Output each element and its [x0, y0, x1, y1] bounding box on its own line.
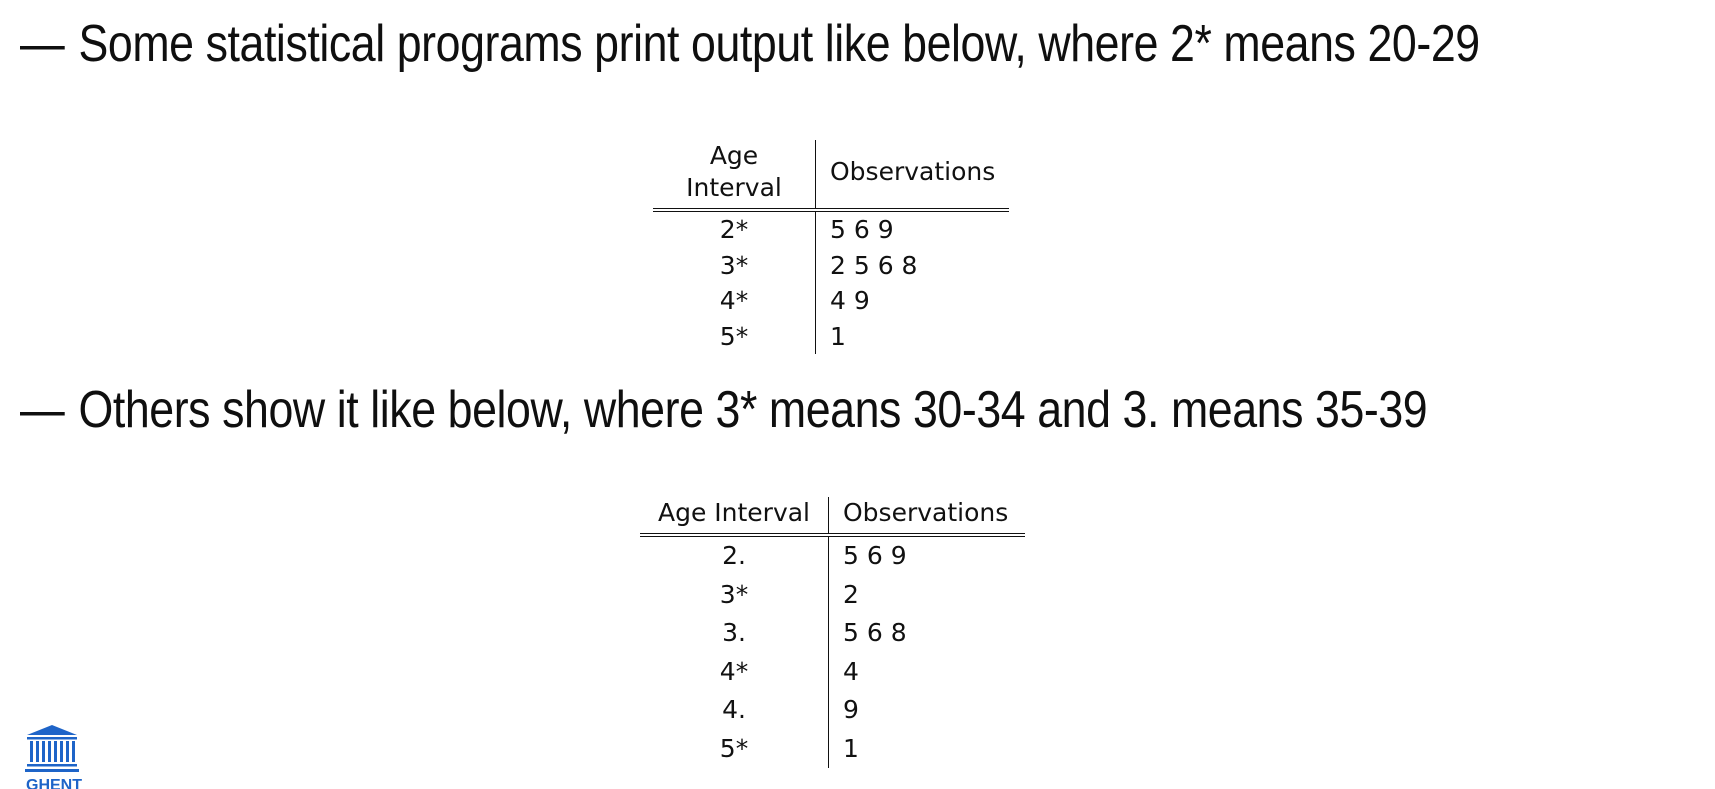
- leaf-cell: 2 5 6 8: [830, 250, 918, 280]
- header-age-interval: Age Interval: [640, 497, 829, 535]
- stem-cell: 2.: [640, 535, 829, 576]
- table-row: [653, 283, 1009, 319]
- header-observations: Observations: [816, 140, 1010, 210]
- stem-table-1: [653, 140, 1009, 354]
- leaf-cell: 5 6 9: [830, 215, 894, 244]
- stem-cell: 5*: [640, 730, 829, 769]
- bullet-item-2: [20, 364, 1465, 456]
- leaf-cell: 4: [843, 656, 859, 686]
- stem-cell: 4*: [653, 283, 816, 319]
- table-row: [640, 653, 1025, 692]
- stem-table-2: [640, 497, 1025, 768]
- stem-cell: 2*: [653, 210, 816, 248]
- table-row: [640, 730, 1025, 769]
- leaf-cell: 2: [843, 579, 859, 609]
- leaf-cell: 5 6 8: [843, 618, 907, 647]
- header-age-interval: Age Interval: [653, 140, 816, 210]
- leaf-cell: 1: [830, 321, 846, 351]
- table-row: [640, 576, 1025, 615]
- header-observations: Observations: [829, 497, 1026, 535]
- leaf-cell: 9: [843, 695, 859, 724]
- bullet-text: Some statistical programs print output like below, where 2* means 20-29: [78, 15, 1480, 73]
- logo-text: GHENT: [26, 777, 82, 789]
- stem-cell: 4.: [640, 691, 829, 730]
- stem-cell: 3.: [640, 614, 829, 653]
- university-logo: [24, 725, 82, 789]
- table-row: [640, 691, 1025, 730]
- leaf-cell: 1: [843, 733, 859, 763]
- stem-cell: 3*: [640, 576, 829, 615]
- leaf-cell: 5 6 9: [843, 541, 907, 570]
- stem-cell: 3*: [653, 248, 816, 284]
- table-row: [640, 614, 1025, 653]
- table-row: [640, 535, 1025, 576]
- table-row: [653, 248, 1009, 284]
- table-row: [653, 210, 1009, 248]
- bullet-dash: —: [20, 15, 65, 73]
- stem-cell: 5*: [653, 319, 816, 355]
- stem-cell: 4*: [640, 653, 829, 692]
- bullet-dash: —: [20, 381, 65, 439]
- table-row: [653, 319, 1009, 355]
- bullet-text: Others show it like below, where 3* means 30-34 and 3. means 35-39: [78, 381, 1428, 439]
- university-building-icon: [24, 725, 82, 789]
- leaf-cell: 4 9: [830, 286, 870, 315]
- bullet-item-1: [20, 0, 1480, 90]
